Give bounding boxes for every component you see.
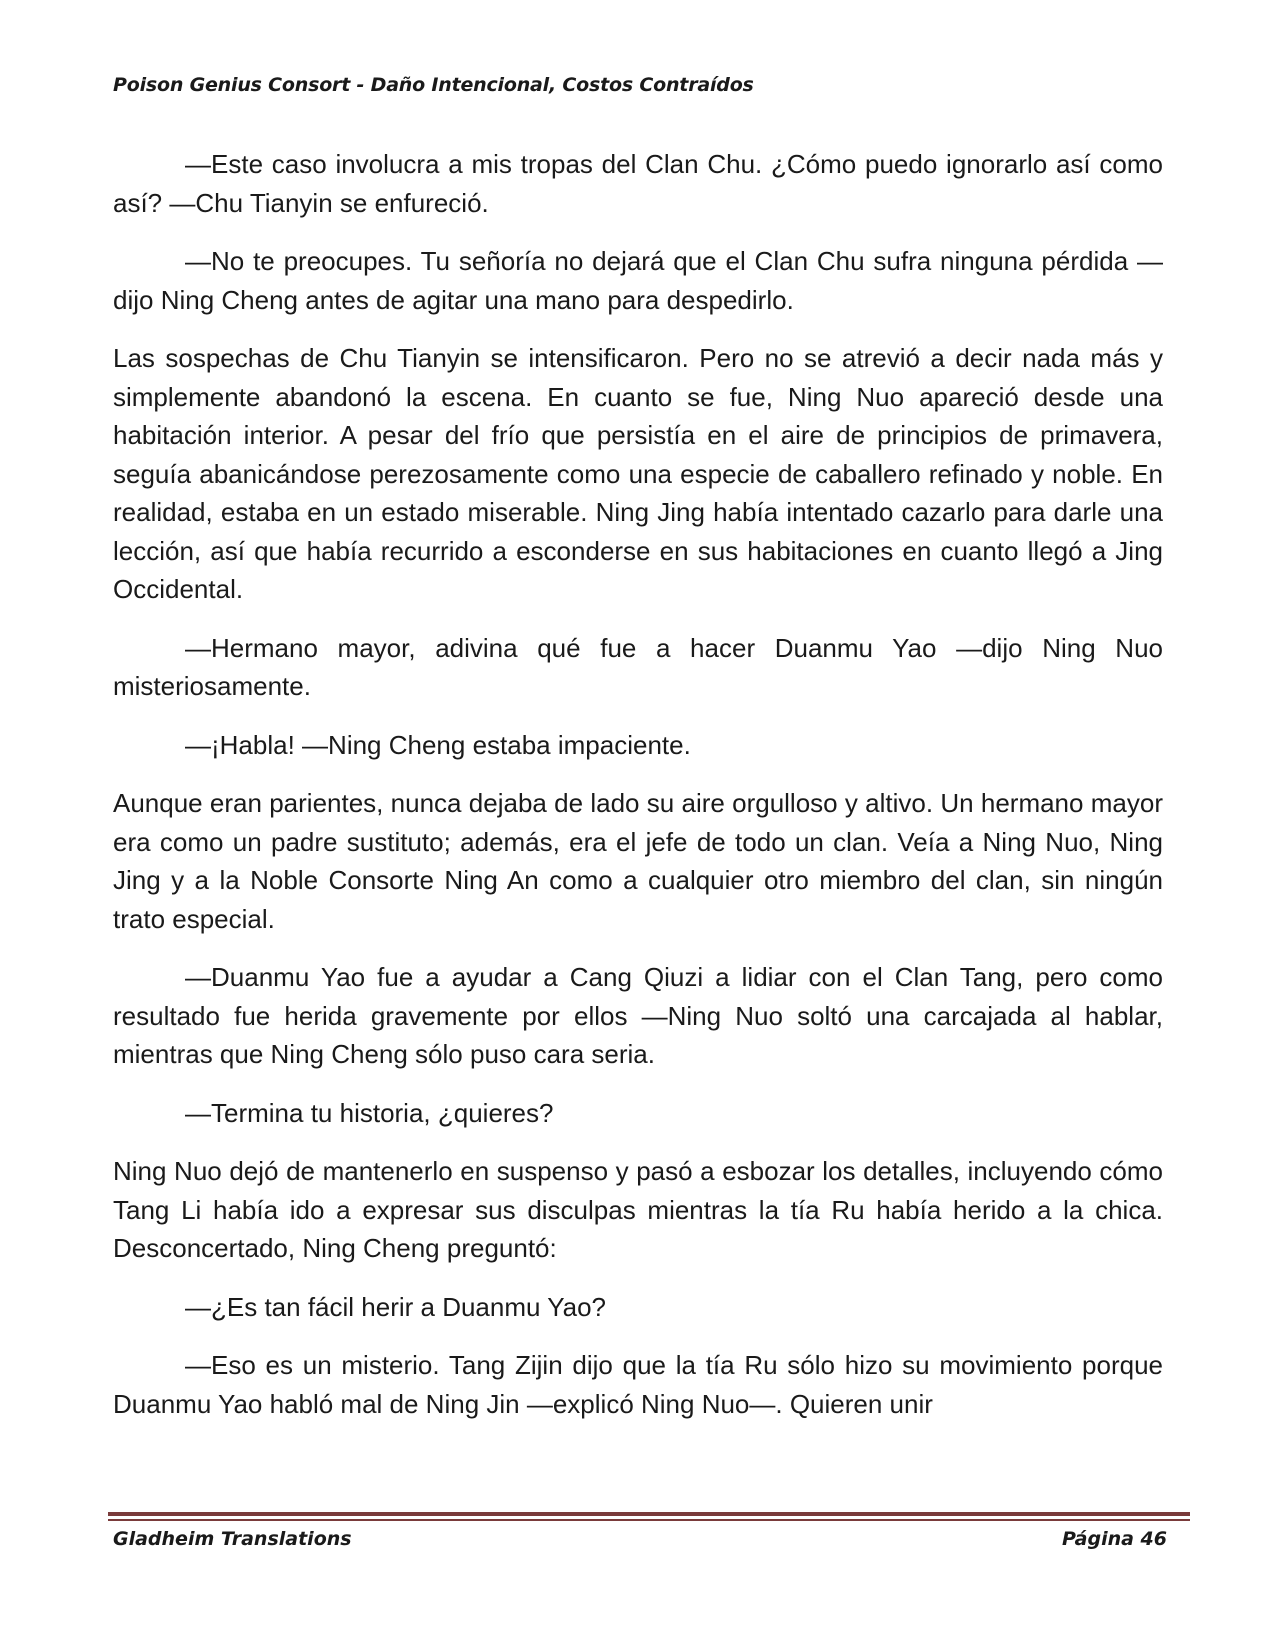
footer-translator-credit: Gladheim Translations [113,1528,352,1550]
page-header-title: Poison Genius Consort - Daño Intencional, Costos Contraídos [113,74,754,96]
paragraph: —Hermano mayor, adivina qué fue a hacer Duanmu Yao —dijo Ning Nuo misteriosamente. [113,632,1163,701]
paragraph: —¿Es tan fácil herir a Duanmu Yao? [185,1291,607,1322]
paragraph: —No te preocupes. Tu señoría no dejará que el Clan Chu sufra ninguna pérdida —dijo Ning Cheng antes de agitar una mano para despedirlo. [113,246,1163,315]
body-text [113,145,1163,1443]
paragraph: Ning Nuo dejó de mantenerlo en suspenso y pasó a esbozar los detalles, incluyendo cómo Tang Li había ido a expresar sus disculpas mientras la tía Ru había herido a la chica. Desconcertado, Ning Cheng preguntó: [113,1156,1163,1263]
paragraph: Las sospechas de Chu Tianyin se intensificaron. Pero no se atrevió a decir nada más y simplemente abandonó la escena. En cuanto se fue, Ning Nuo apareció desde una habitación interior. A pesar del frío que persistía en el aire de principios de primavera, seguía abanicándose perezosamente como una especie de caballero refinado y noble. En realidad, estaba en un estado miserable. Ning Jing había intentado cazarlo para darle una lección, así que había recurrido a esconderse en sus habitaciones en cuanto llegó a Jing Occidental. [113,343,1163,604]
paragraph: —Termina tu historia, ¿quieres? [185,1097,554,1128]
footer-divider-thin [108,1519,1190,1521]
paragraph: Aunque eran parientes, nunca dejaba de lado su aire orgulloso y altivo. Un hermano mayor era como un padre sustituto; además, era el jefe de todo un clan. Veía a Ning Nuo, Ning Jing y a la Noble Consorte Ning An como a cualquier otro miembro del clan, sin ningún trato especial. [113,788,1163,934]
footer-page-number: Página 46 [1061,1528,1167,1550]
paragraph: —¡Habla! —Ning Cheng estaba impaciente. [185,729,691,760]
paragraph: —Duanmu Yao fue a ayudar a Cang Qiuzi a lidiar con el Clan Tang, pero como resultado fue herida gravemente por ellos —Ning Nuo soltó una carcajada al hablar, mientras que Ning Cheng sólo puso cara seria. [113,962,1163,1069]
footer-divider-thick [108,1512,1190,1516]
paragraph: —Este caso involucra a mis tropas del Clan Chu. ¿Cómo puedo ignorarlo así como así? —Chu Tianyin se enfureció. [113,149,1163,218]
paragraph: —Eso es un misterio. Tang Zijin dijo que la tía Ru sólo hizo su movimiento porque Duanmu Yao habló mal de Ning Jin —explicó Ning Nuo—. Quieren unir [113,1350,1163,1419]
